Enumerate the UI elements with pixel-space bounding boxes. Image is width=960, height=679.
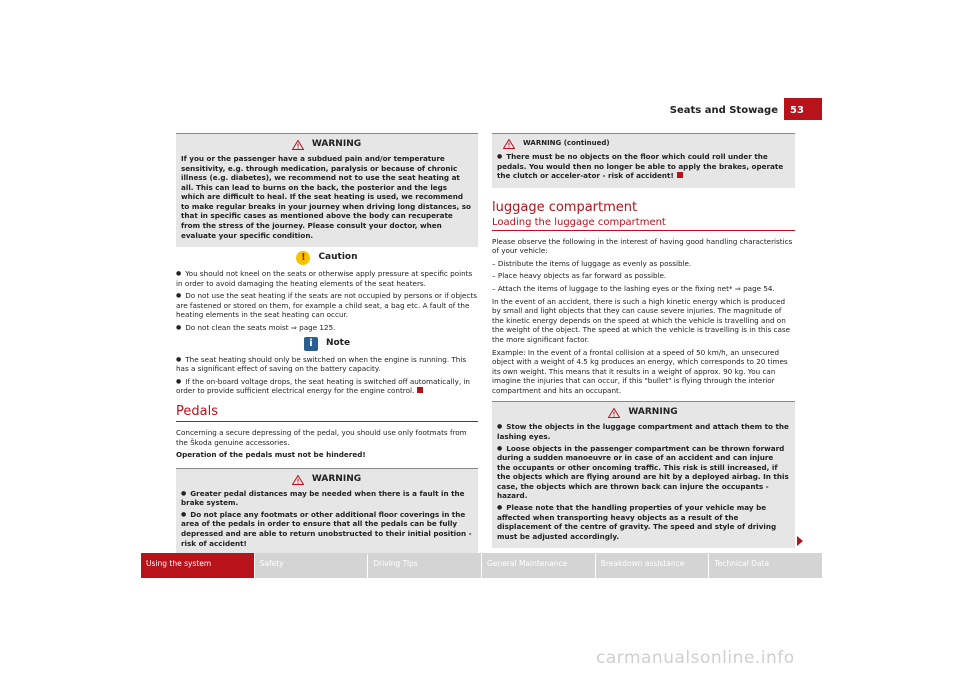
warning-header <box>181 474 472 486</box>
warning-triangle-icon <box>292 475 304 485</box>
luggage-paragraph: Example: In the event of a frontal collision at a speed of 50 km/h, an unsecured object with a weight of 4.5 kg produces an energy, which corresponds to 20 times its own weight. This means that it results in a weight of approx. 90 kg. You can imagine the injuries that can occur, if this "bullet" is flying through the interior compartment and hits an occupant. <box>492 347 788 395</box>
warning-title: WARNING <box>311 139 362 149</box>
caution-item: ● Do not clean the seats moist ⇒ page 125. <box>176 323 478 333</box>
note-header <box>176 337 478 351</box>
section-end-marker <box>417 387 423 393</box>
section-heading-pedals: Pedals <box>176 404 478 422</box>
luggage-dash-item: – Distribute the items of luggage as evenly as possible. <box>492 258 692 268</box>
header-title: Seats and Stowage <box>669 105 778 116</box>
warning-box-seat-heating <box>176 133 478 247</box>
subsection-heading-loading: Loading the luggage compartment <box>492 217 795 231</box>
warning-title: WARNING <box>311 473 362 484</box>
caution-item: ● Do not use the seat heating if the seats are not occupied by persons or if objects are fastened or stored on them, for example a child seat, a bag etc. A fault of the heating elements in the seat heating can occur. <box>176 291 478 320</box>
caution-section <box>176 251 478 332</box>
warning-item: ● There must be no objects on the floor which could roll under the pedals. You would then no longer be able to apply the brakes, operate the clutch or acceler-ator - risk of accident! <box>497 152 789 181</box>
luggage-intro: Please observe the following in the interest of having good handling characteristics of your vehicle: <box>492 236 793 256</box>
note-title: Note <box>325 337 351 348</box>
nav-tab-driving-tips[interactable]: Driving Tips <box>368 553 481 578</box>
pedals-section <box>176 428 478 460</box>
warning-text: If you or the passenger have a subdued pain and/or temperature sensitivity, e.g. through medication, paralysis or because of chronic illness (e.g. diabetes), we recommend not to use the seat heating at all. This can lead to burns on the back, the posterior and the legs which are difficult to heal. If the seat heating is used, we recommend to make regular breaks in your journey when driving long distances, so that in specific cases as mentioned above the body can recuperate from the stress of the journey. Please consult your doctor, when evaluate your specific condition. <box>181 153 471 240</box>
warning-triangle-icon <box>608 408 620 418</box>
page-number-badge: 53 <box>784 98 822 120</box>
section-heading-luggage: luggage compartment <box>492 199 638 215</box>
warning-item: ● Do not place any footmats or other additional floor coverings in the area of the pedals in order to ensure that all the pedals can be fully depressed and are able to return unobstructed to their initial position - risk of accident! <box>181 510 472 548</box>
pedals-bold-line: Operation of the pedals must not be hindered! <box>176 450 366 460</box>
nav-tab-safety[interactable]: Safety <box>255 553 368 578</box>
luggage-paragraph: In the event of an accident, there is such a high kinetic energy which is produced by small and light objects that they can cause severe injuries. The magnitude of the kinetic energy depends on the speed at which the vehicle is travelling and on the weight of the object. The speed at which the vehicle is travelling is in this case the more significant factor. <box>492 296 791 344</box>
chapter-nav-bar <box>141 553 822 578</box>
warning-item: ● Stow the objects in the luggage compartment and attach them to the lashing eyes. <box>497 422 789 441</box>
caution-item: ● You should not kneel on the seats or otherwise apply pressure at specific points in order to avoid damaging the heating elements of the seat heaters. <box>176 269 478 288</box>
section-end-marker <box>677 172 683 178</box>
caution-exclamation-icon: ! <box>296 251 310 265</box>
warning-title: WARNING <box>628 407 678 418</box>
note-item: ● The seat heating should only be switched on when the engine is running. This has a significant effect of saving on the battery capacity. <box>176 355 478 374</box>
caution-title: Caution <box>318 252 358 263</box>
next-page-arrow-icon[interactable] <box>797 536 803 546</box>
right-column <box>492 133 795 548</box>
warning-item: ● Loose objects in the passenger compartment can be thrown forward during a sudden manoeuvre or in case of an accident and can injure the occupants or other oncoming traffic. This risk is still increased, if the objects which are flying around are hit by a deployed airbag. In this case, the objects which are thrown back can injure the occupants - hazard. <box>497 444 789 501</box>
warning-title: WARNING (continued) <box>523 139 610 148</box>
warning-box-continued <box>492 133 795 188</box>
left-column <box>176 133 478 555</box>
info-note-icon: i <box>304 337 318 351</box>
warning-triangle-icon <box>292 140 304 150</box>
warning-item: ● Greater pedal distances may be needed when there is a fault in the brake system. <box>181 489 472 508</box>
note-section <box>176 337 478 396</box>
warning-triangle-icon <box>503 139 515 149</box>
caution-header <box>176 251 478 265</box>
warning-item: ● Please note that the handling properties of your vehicle may be affected when transporting heavy objects as a result of the displacement of the centre of gravity. The speed and style of driving must be adjusted accordingly. <box>497 503 789 541</box>
luggage-dash-item: – Attach the items of luggage to the lashing eyes or the fixing net* ⇒ page 54. <box>492 284 775 294</box>
nav-tab-general-maintenance[interactable]: General Maintenance <box>482 553 595 578</box>
note-item: ● If the on-board voltage drops, the seat heating is switched off automatically, in order to provide sufficient electrical energy for the engine control. <box>176 377 478 396</box>
warning-box-pedals <box>176 468 478 555</box>
luggage-dash-item: – Place heavy objects as far forward as possible. <box>492 271 667 281</box>
nav-tab-using-the-system[interactable]: Using the system <box>141 553 254 578</box>
warning-header <box>497 407 789 419</box>
luggage-section <box>492 237 795 396</box>
warning-header <box>181 139 472 151</box>
watermark: carmanualsonline.info <box>596 648 795 668</box>
nav-tab-breakdown-assistance[interactable]: Breakdown assistance <box>596 553 709 578</box>
warning-header <box>497 139 789 149</box>
pedals-intro: Concerning a secure depressing of the pedal, you should use only footmats from the Škoda genuine accessories. <box>176 427 467 447</box>
warning-box-luggage <box>492 401 795 548</box>
nav-tab-technical-data[interactable]: Technical Data <box>709 553 822 578</box>
